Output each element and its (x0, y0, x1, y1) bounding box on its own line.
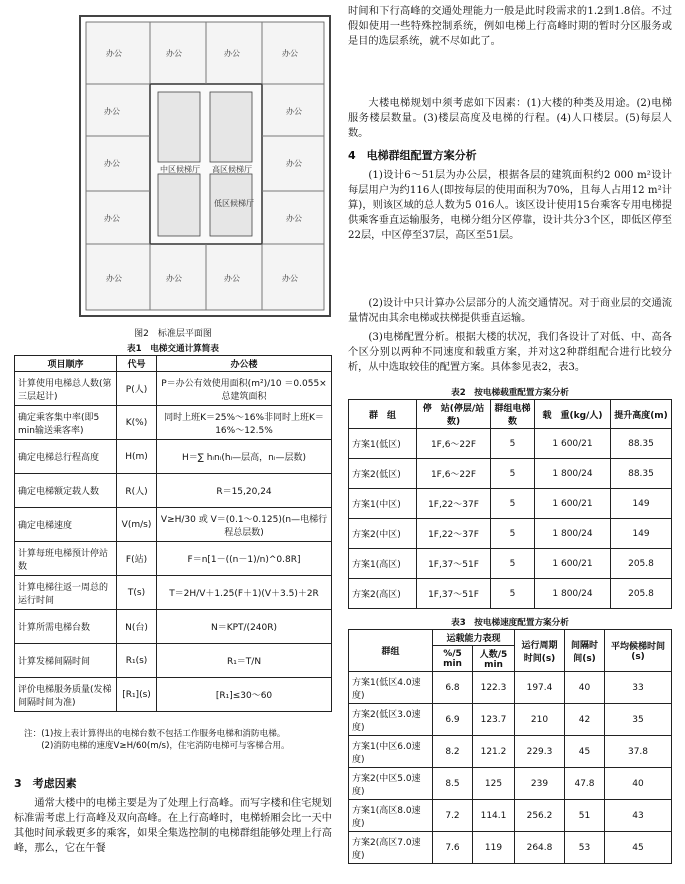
table-cell: 方案2(中区) (349, 519, 417, 549)
table-cell: 1F,37～51F (417, 549, 491, 579)
table-cell: 1 600/21 (535, 549, 611, 579)
table2-caption: 表2 按电梯载重配置方案分析 (451, 388, 569, 398)
table1-header: 项目顺序 (15, 356, 117, 372)
table-cell: K(%) (117, 406, 157, 440)
table-cell: 5 (491, 549, 535, 579)
table-row (349, 579, 672, 609)
table-row (15, 474, 332, 508)
table-cell: 计算每班电梯预计停站数 (15, 542, 117, 576)
table-row (349, 549, 672, 579)
table-cell: 方案2(低区) (349, 459, 417, 489)
table2 (348, 399, 672, 609)
table-cell: 同时上班K＝25%～16%非同时上班K＝16%～12.5% (157, 406, 332, 440)
table-row (349, 672, 672, 704)
room-label: 办公 (286, 214, 302, 223)
table3-header: 运行周期时间(s) (515, 630, 565, 672)
table-cell: 1 800/24 (535, 459, 611, 489)
lobby-label-mid: 中区候梯厅 (160, 165, 200, 174)
table-cell: 方案1(高区8.0速度) (349, 800, 433, 832)
table-cell: 119 (473, 832, 515, 864)
table3-header: 人数/5 min (473, 646, 515, 672)
table-cell: 确定乘客集中率(即5 min输送乘客率) (15, 406, 117, 440)
room-label: 办公 (166, 274, 182, 283)
table-row (15, 440, 332, 474)
room-label: 办公 (104, 159, 120, 168)
table-cell: R₁(s) (117, 644, 157, 678)
room-label: 办公 (282, 274, 298, 283)
table-cell: P(人) (117, 372, 157, 406)
table-cell: [R₁]≤30～60 (157, 678, 332, 712)
table3-header: 运载能力表现 (433, 630, 515, 646)
room-label: 办公 (286, 159, 302, 168)
table-cell: 1F,6～22F (417, 459, 491, 489)
table-cell: 264.8 (515, 832, 565, 864)
table-cell: 114.1 (473, 800, 515, 832)
section-3-heading: 3 考虑因素 (14, 777, 77, 790)
table-cell: 5 (491, 519, 535, 549)
table-cell: 确定电梯额定载人数 (15, 474, 117, 508)
table1-note-1: 注：(1)按上表计算得出的电梯台数不包括工作服务电梯和消防电梯。 (24, 729, 286, 739)
table-cell: 123.7 (473, 704, 515, 736)
table-cell: 方案2(中区5.0速度) (349, 768, 433, 800)
room-label: 办公 (104, 214, 120, 223)
floor-plan-figure (74, 6, 336, 321)
table-cell: F＝n[1－((n－1)/n)^0.8R] (157, 542, 332, 576)
table-cell: 210 (515, 704, 565, 736)
table-cell: 5 (491, 459, 535, 489)
table-cell: T＝2H/V＋1.25(F＋1)(V＋3.5)＋2R (157, 576, 332, 610)
table-cell: 1F,22～37F (417, 489, 491, 519)
table-cell: [R₁](s) (117, 678, 157, 712)
table-cell: 45 (605, 832, 672, 864)
table-cell: 7.6 (433, 832, 473, 864)
lobby-label-high: 高区候梯厅 (212, 165, 252, 174)
table-cell: P＝办公有效使用面积(m²)/10 ＝0.055×总建筑面积 (157, 372, 332, 406)
room-label: 办公 (224, 49, 240, 58)
table-cell: 1F,6～22F (417, 429, 491, 459)
table-cell: 205.8 (611, 549, 672, 579)
table-cell: 37.8 (605, 736, 672, 768)
table-cell: 评价电梯服务质量(发梯间隔时间为准) (15, 678, 117, 712)
room-label: 办公 (282, 49, 298, 58)
table-cell: 256.2 (515, 800, 565, 832)
right-paragraph-1: 大楼电梯规划中须考虑如下因素：(1)大楼的种类及用途。(2)电梯服务楼层数量。(3)楼层高度及电梯的行程。(4)人口楼层。(5)每层人数。 (348, 98, 672, 139)
table-row (349, 832, 672, 864)
table-row (15, 372, 332, 406)
table3 (348, 629, 672, 864)
table-cell: 121.2 (473, 736, 515, 768)
table-cell: 45 (565, 736, 605, 768)
table-cell: 8.5 (433, 768, 473, 800)
table-cell: 88.35 (611, 429, 672, 459)
table-cell: R＝15,20,24 (157, 474, 332, 508)
figure-caption: 图2 标准层平面图 (134, 329, 212, 339)
table-cell: N(台) (117, 610, 157, 644)
table-cell: 方案2(高区) (349, 579, 417, 609)
table-cell: H＝∑ hᵢnᵢ(hᵢ—层高，nᵢ—层数) (157, 440, 332, 474)
table-cell: N＝KPT/(240R) (157, 610, 332, 644)
table-cell: 40 (605, 768, 672, 800)
table-cell: 53 (565, 832, 605, 864)
room-label: 办公 (106, 49, 122, 58)
table-row (15, 508, 332, 542)
right-paragraph-4: (3)电梯配置分析。根据大楼的状况，我们各设计了对低、中、高各个区分别以两种不同速度和载重方案，并对这2种群组配合进行比较分析，从中选取较佳的配置方案。具体参见表2，表3。 (348, 332, 672, 373)
table-row (349, 768, 672, 800)
table-cell: T(s) (117, 576, 157, 610)
table-cell: R(人) (117, 474, 157, 508)
table-cell: V≥H/30 或 V＝(0.1～0.125)(n—电梯行程总层数) (157, 508, 332, 542)
table-cell: 1 600/21 (535, 489, 611, 519)
table-row (349, 519, 672, 549)
table1-note-2: (2)消防电梯的速度V≥H/60(m/s)，住宅消防电梯可与客梯合用。 (41, 741, 290, 751)
room-label: 办公 (166, 49, 182, 58)
table-row (349, 800, 672, 832)
table-row (349, 736, 672, 768)
table-cell: 1F,22～37F (417, 519, 491, 549)
table2-header: 提升高度(m) (611, 400, 672, 429)
table-cell: 43 (605, 800, 672, 832)
room-label: 办公 (106, 274, 122, 283)
table-cell: 方案1(中区6.0速度) (349, 736, 433, 768)
table1-caption: 表1 电梯交通计算简表 (127, 344, 219, 354)
room-label: 办公 (104, 107, 120, 116)
section-3-paragraph: 通常大楼中的电梯主要是为了处理上行高峰。而写字楼和住宅规划标准需考虑上行高峰及双向高峰。在上行高峰时，电梯轿厢会比一天中其他时间承载更多的乘客，如果全集选控制的电梯群组能够处理上行高峰，那么，它在午餐 (14, 798, 332, 854)
table-cell: 计算电梯往返一周总的运行时间 (15, 576, 117, 610)
table-cell: 149 (611, 519, 672, 549)
table-cell: 229.3 (515, 736, 565, 768)
section-4-heading: 4 电梯群组配置方案分析 (348, 149, 477, 162)
table-row (349, 489, 672, 519)
table-row (15, 542, 332, 576)
table-cell: V(m/s) (117, 508, 157, 542)
table-row (15, 576, 332, 610)
table-cell: 205.8 (611, 579, 672, 609)
table-cell: 5 (491, 579, 535, 609)
table-cell: 149 (611, 489, 672, 519)
table-cell: 47.8 (565, 768, 605, 800)
table-cell: 方案1(低区4.0速度) (349, 672, 433, 704)
table-cell: 239 (515, 768, 565, 800)
right-paragraph-0: 时间和下行高峰的交通处理能力一般是此时段需求的1.2到1.8倍。不过假如使用一些特殊控制系统，例如电梯上行高峰时期的暂时分区服务或是目的选层系统，就不尽如此了。 (348, 6, 672, 47)
table-cell: 42 (565, 704, 605, 736)
table-cell: 40 (565, 672, 605, 704)
table1 (14, 355, 332, 712)
table2-header: 载 重(kg/人) (535, 400, 611, 429)
table-row (15, 610, 332, 644)
table-row (349, 459, 672, 489)
table-cell: 1 800/24 (535, 519, 611, 549)
table-cell: 7.2 (433, 800, 473, 832)
table-cell: 6.9 (433, 704, 473, 736)
table-cell: 5 (491, 429, 535, 459)
table-cell: 1F,37～51F (417, 579, 491, 609)
table-cell: 方案1(低区) (349, 429, 417, 459)
table1-header: 代号 (117, 356, 157, 372)
table3-header: 平均候梯时间(s) (605, 630, 672, 672)
table-cell: 1 600/21 (535, 429, 611, 459)
table2-header: 群组电梯数 (491, 400, 535, 429)
right-paragraph-2: (1)设计6～51层为办公层，根据各层的建筑面积约2 000 m²设计每层用户为约116人(即按每层的使用面积为70%，且每人占用12 m²计算)，则该区域的总人数为5 016人。该区设计使用15台乘客专用电梯提供乘客垂直运输服务，电梯分组分区停靠，设计共分3个区，即低区停至22层，中区停至37层，高区至51层。 (348, 170, 672, 241)
table-cell: 33 (605, 672, 672, 704)
table2-header: 群 组 (349, 400, 417, 429)
table-cell: 方案2(低区3.0速度) (349, 704, 433, 736)
table-cell: 计算使用电梯总人数(第三层起计) (15, 372, 117, 406)
table-row (15, 678, 332, 712)
table-cell: 方案1(高区) (349, 549, 417, 579)
table-cell: R₁＝T/N (157, 644, 332, 678)
table-cell: F(站) (117, 542, 157, 576)
table-cell: 确定电梯速度 (15, 508, 117, 542)
room-label: 办公 (286, 107, 302, 116)
table-cell: 方案2(高区7.0速度) (349, 832, 433, 864)
table3-header: %/5 min (433, 646, 473, 672)
table-cell: 35 (605, 704, 672, 736)
table1-note (24, 728, 324, 752)
lobby-label-low: 低区候梯厅 (214, 199, 254, 208)
table3-header: 群组 (349, 630, 433, 672)
table-cell: 51 (565, 800, 605, 832)
table-cell: 5 (491, 489, 535, 519)
table1-header: 办公楼 (157, 356, 332, 372)
table-row (349, 704, 672, 736)
table-cell: 计算所需电梯台数 (15, 610, 117, 644)
room-label: 办公 (224, 274, 240, 283)
right-paragraph-3: (2)设计中只计算办公层部分的人流交通情况。对于商业层的交通流量情况由其余电梯或扶梯提供垂直运输。 (348, 298, 672, 324)
table-cell: 8.2 (433, 736, 473, 768)
table-row (15, 406, 332, 440)
table-cell: 125 (473, 768, 515, 800)
table-cell: 1 800/24 (535, 579, 611, 609)
table-cell: 88.35 (611, 459, 672, 489)
table-cell: 197.4 (515, 672, 565, 704)
table-cell: 方案1(中区) (349, 489, 417, 519)
table-cell: 122.3 (473, 672, 515, 704)
table-row (349, 429, 672, 459)
table-cell: 计算发梯间隔时间 (15, 644, 117, 678)
table3-caption: 表3 按电梯速度配置方案分析 (451, 618, 569, 628)
table2-header: 停 站(停层/站数) (417, 400, 491, 429)
table-cell: 6.8 (433, 672, 473, 704)
table-cell: 确定电梯总行程高度 (15, 440, 117, 474)
table3-header: 间隔时间(s) (565, 630, 605, 672)
table-row (15, 644, 332, 678)
table-cell: H(m) (117, 440, 157, 474)
